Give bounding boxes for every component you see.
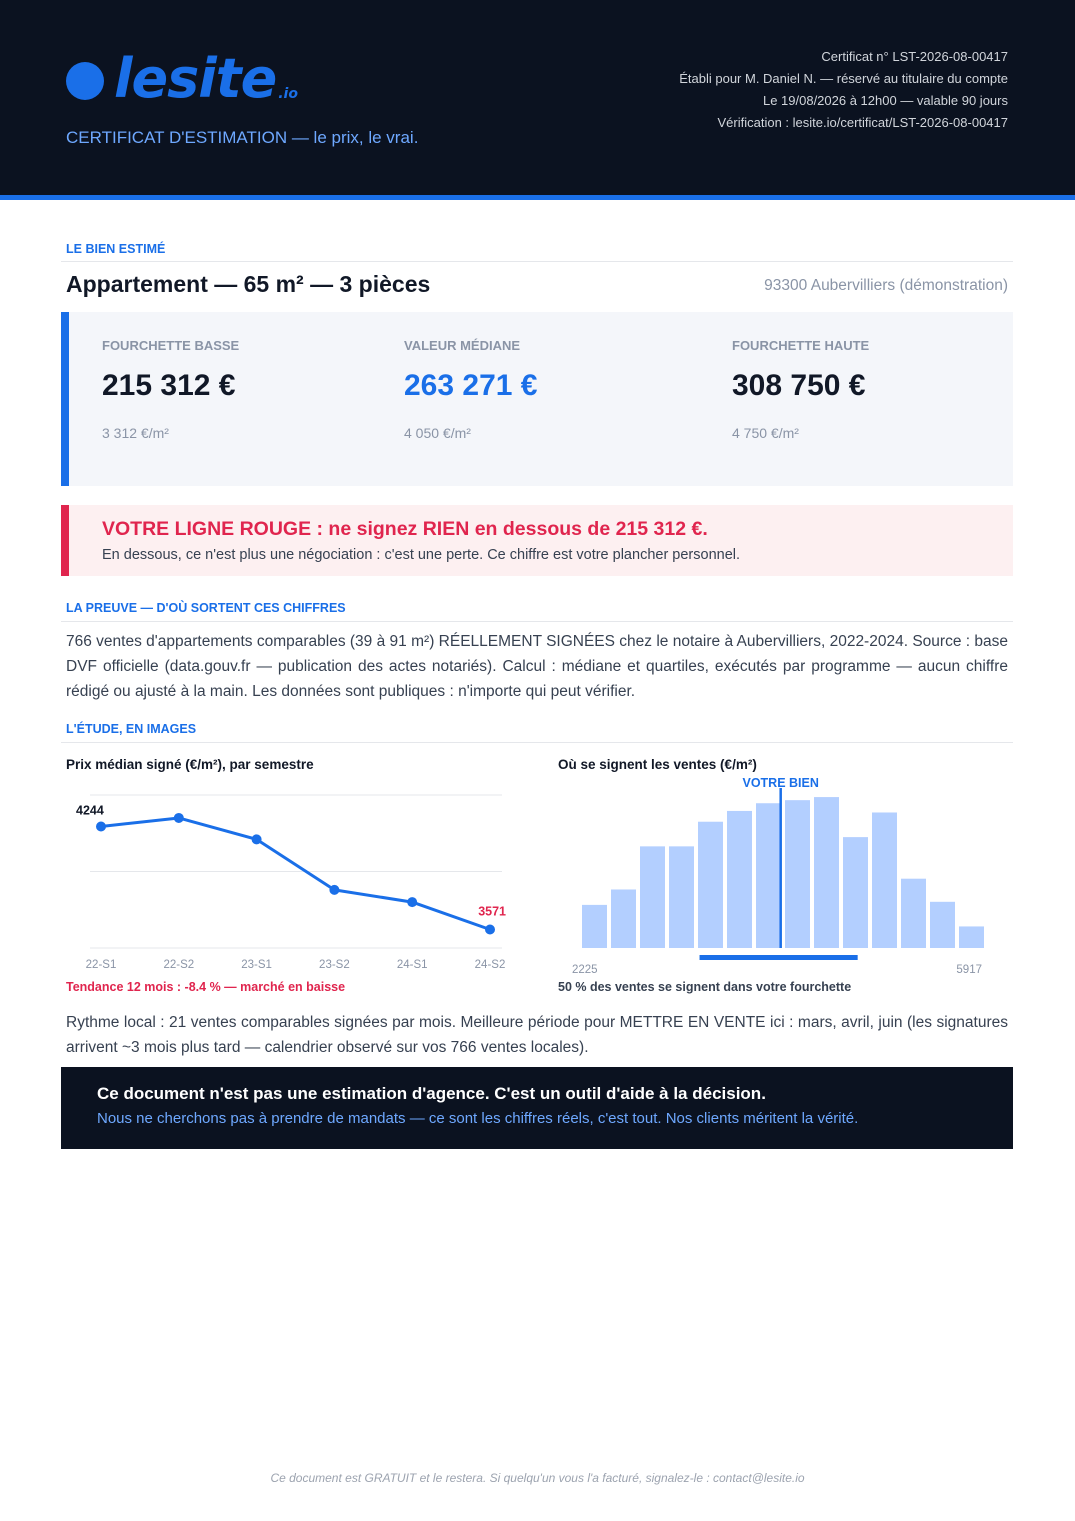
disclaimer-box <box>61 1067 1013 1149</box>
line-chart <box>66 780 516 975</box>
section-title-study: L'ÉTUDE, EN IMAGES <box>66 722 197 736</box>
disclaimer-text: Nous ne cherchons pas à prendre de mandats — ce sont les chiffres réels, c'est tout. Nos clients méritent la vérité. <box>97 1110 859 1127</box>
header-accent-line <box>0 195 1075 200</box>
price-high-per-m2: 4 750 €/m² <box>732 425 799 441</box>
property-location: 93300 Aubervilliers (démonstration) <box>764 277 1008 294</box>
histogram-bar <box>785 800 810 948</box>
histogram-bar <box>930 902 955 948</box>
certificate-date: Le 19/08/2026 à 12h00 — valable 90 jours <box>762 93 1008 108</box>
section-divider <box>61 621 1013 622</box>
line-chart-tick-label: 24-S1 <box>396 959 428 971</box>
price-high-label: FOURCHETTE HAUTE <box>732 338 870 353</box>
certificate-number: Certificat n° LST-2026-08-00417 <box>821 49 1008 64</box>
logo-word: lesite <box>114 47 277 110</box>
price-low-per-m2: 3 312 €/m² <box>102 425 169 441</box>
section-divider <box>61 742 1013 743</box>
price-median-label: VALEUR MÉDIANE <box>404 338 521 353</box>
line-chart-tick-label: 24-S2 <box>474 959 506 971</box>
histogram-bar <box>959 926 984 948</box>
histogram-footnote: 50 % des ventes se signent dans votre fourchette <box>558 980 852 994</box>
line-chart-last-label: 3571 <box>478 904 506 919</box>
certificate-owner: Établi pour M. Daniel N. — réservé au titulaire du compte <box>679 71 1008 86</box>
histogram-range-band <box>700 955 858 960</box>
histogram-bar <box>756 803 781 948</box>
line-chart-tick-label: 23-S2 <box>319 959 350 971</box>
line-chart-point <box>407 897 417 907</box>
section-divider <box>61 261 1013 262</box>
price-low-value: 215 312 € <box>102 369 236 402</box>
histogram-bar <box>727 811 752 948</box>
price-box-accent <box>61 312 69 486</box>
red-line-text: En dessous, ce n'est plus une négociation : c'est une perte. Ce chiffre est votre plancher personnel. <box>102 547 741 563</box>
price-high <box>732 338 869 441</box>
line-chart-point <box>174 813 184 823</box>
price-range-box <box>61 312 1013 486</box>
price-median-value: 263 271 € <box>404 369 538 402</box>
line-chart-point <box>252 834 262 844</box>
header-band <box>0 0 1075 195</box>
histogram-bar <box>640 846 665 948</box>
certificate-meta <box>679 46 1008 134</box>
disclaimer-title: Ce document n'est pas une estimation d'agence. C'est un outil d'aide à la décision. <box>97 1084 766 1103</box>
line-chart-first-label: 4244 <box>76 803 104 818</box>
section-title-proof: LA PREUVE — D'OÙ SORTENT CES CHIFFRES <box>66 601 346 615</box>
rhythm-text: Rythme local : 21 ventes comparables signées par mois. Meilleure période pour METTRE EN VENTE ici : mars, avril, juin (les signatures arrivent ~3 mois plus tard — calendrier observé sur vos 766 ventes locales). <box>66 1014 1008 1056</box>
red-line-accent <box>61 505 69 576</box>
price-median <box>404 338 537 441</box>
histogram-bar <box>814 797 839 948</box>
price-high-value: 308 750 € <box>732 369 866 402</box>
logo-dot-icon <box>66 62 104 100</box>
red-line-title: VOTRE LIGNE ROUGE : ne signez RIEN en dessous de 215 312 €. <box>102 518 708 540</box>
logo <box>66 47 298 110</box>
line-chart-footnote: Tendance 12 mois : -8.4 % — marché en baisse <box>66 980 346 994</box>
line-chart-tick-label: 22-S1 <box>85 959 117 971</box>
section-title-property: LE BIEN ESTIMÉ <box>66 242 166 256</box>
histogram-bar <box>611 889 636 948</box>
price-low-label: FOURCHETTE BASSE <box>102 338 240 353</box>
histogram-bar <box>901 879 926 948</box>
footer-note: Ce document est GRATUIT et le restera. Si quelqu'un vous l'a facturé, signalez-le : contact@lesite.io <box>270 1471 805 1485</box>
line-chart-point <box>329 885 339 895</box>
line-chart-tick-label: 22-S2 <box>163 959 195 971</box>
line-chart-point <box>485 924 495 934</box>
property-description: Appartement — 65 m² — 3 pièces <box>66 271 431 297</box>
proof-text: 766 ventes d'appartements comparables (39 à 91 m²) RÉELLEMENT SIGNÉES chez le notaire à Aubervilliers, 2022-2024. Source : base DVF officielle (data.gouv.fr — publication des actes notariés). Calcul : médiane et quartiles, exécutés par programme — aucun chiffre rédigé ou ajusté à la main. Les données sont publiques : n'importe qui peut vérifier. <box>66 633 1008 700</box>
line-chart-title: Prix médian signé (€/m²), par semestre <box>66 757 314 772</box>
line-chart-tick-label: 23-S1 <box>241 959 272 971</box>
tagline: CERTIFICAT D'ESTIMATION — le prix, le vrai. <box>66 128 419 147</box>
histogram-marker-label: VOTRE BIEN <box>742 776 819 790</box>
certificate-verification: Vérification : lesite.io/certificat/LST-2026-08-00417 <box>717 115 1008 130</box>
histogram-chart <box>558 772 1008 977</box>
histogram-bar <box>669 846 694 948</box>
line-chart-point <box>96 822 106 832</box>
histogram-bar <box>872 812 897 948</box>
red-line-alert <box>61 505 1013 576</box>
histogram-title: Où se signent les ventes (€/m²) <box>558 757 757 772</box>
line-chart-series-line <box>101 818 490 930</box>
histogram-min-label: 2225 <box>572 964 598 976</box>
histogram-bar <box>843 837 868 948</box>
histogram-bar <box>698 822 723 948</box>
price-median-per-m2: 4 050 €/m² <box>404 425 471 441</box>
histogram-bar <box>582 905 607 948</box>
price-low <box>102 338 239 441</box>
histogram-max-label: 5917 <box>956 964 982 976</box>
logo-tld: .io <box>278 86 298 102</box>
